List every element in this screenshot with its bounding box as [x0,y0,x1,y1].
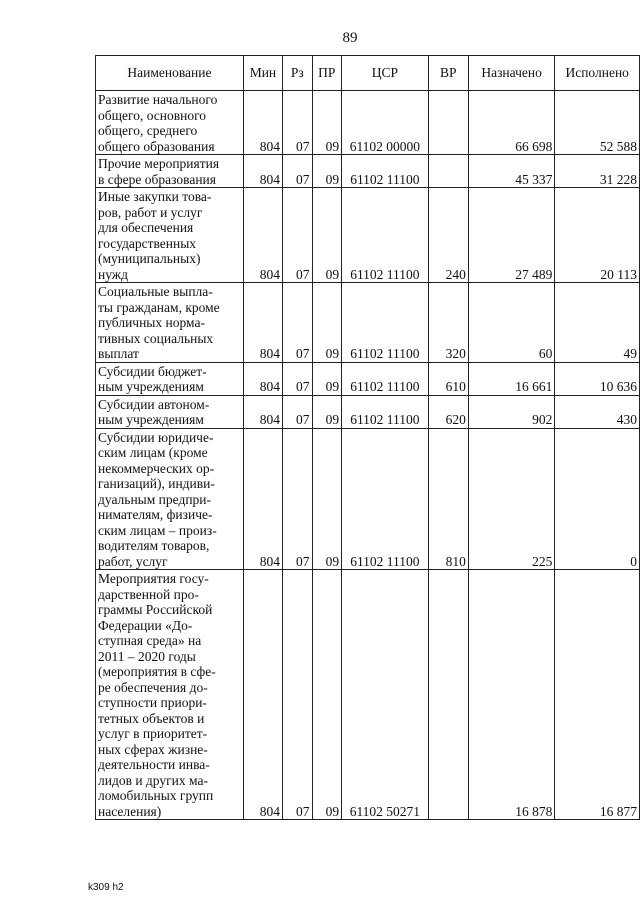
row-csr: 61102 50271 [342,570,429,820]
table-row [96,283,640,363]
row-name: Мероприятия госу- дарственной про- граммы Российской Федерации «До- ступная среда» на 2011 – 2020 годы (мероприятия в сфе- ре обеспечения до- ступности приори- тетных объектов и услуг в приоритет- ных сферах жизне- деятельности инва- лидов и других ма- ломобильных групп населения) [96,570,244,820]
table-row [96,428,640,570]
row-assigned: 225 [468,428,555,570]
row-name: Иные закупки това- ров, работ и услуг для обеспечения государственных (муниципальных) нужд [96,188,244,283]
row-min: 804 [243,91,282,155]
row-name: Социальные выпла- ты гражданам, кроме публичных норма- тивных социальных выплат [96,283,244,363]
col-header-csr: ЦСР [342,56,429,91]
row-csr: 61102 11100 [342,395,429,428]
row-csr: 61102 11100 [342,283,429,363]
row-executed: 16 877 [555,570,640,820]
row-executed: 10 636 [555,362,640,395]
row-vr: 620 [428,395,468,428]
row-min: 804 [243,362,282,395]
row-min: 804 [243,155,282,188]
page-number: 89 [342,30,358,46]
row-name: Субсидии юридиче- ским лицам (кроме некоммерческих ор- ганизаций), индиви- дуальным предпри- нимателям, физиче- ским лицам – произ- водителям товаров, работ, услуг [96,428,244,570]
row-min: 804 [243,188,282,283]
row-rz: 07 [282,362,312,395]
row-rz: 07 [282,155,312,188]
row-rz: 07 [282,188,312,283]
row-name: Развитие начального общего, основного общего, среднего общего образования [96,91,244,155]
row-assigned: 16 661 [468,362,555,395]
row-pr: 09 [312,395,342,428]
row-executed: 0 [555,428,640,570]
row-min: 804 [243,283,282,363]
header-row [96,56,640,91]
col-header-vr: ВР [428,56,468,91]
row-pr: 09 [312,155,342,188]
table-row [96,155,640,188]
table-row [96,362,640,395]
row-executed: 52 588 [555,91,640,155]
col-header-executed: Исполнено [555,56,640,91]
row-min: 804 [243,570,282,820]
col-header-assigned: Назначено [468,56,555,91]
row-rz: 07 [282,570,312,820]
row-executed: 31 228 [555,155,640,188]
row-rz: 07 [282,91,312,155]
table-row [96,188,640,283]
row-min: 804 [243,395,282,428]
row-assigned: 27 489 [468,188,555,283]
row-executed: 20 113 [555,188,640,283]
footer-code: k309 h2 [88,882,124,893]
row-assigned: 902 [468,395,555,428]
row-min: 804 [243,428,282,570]
budget-table [95,55,640,820]
table-row [96,395,640,428]
row-rz: 07 [282,395,312,428]
row-name: Субсидии автоном- ным учреждениям [96,395,244,428]
row-vr: 240 [428,188,468,283]
row-csr: 61102 11100 [342,428,429,570]
row-assigned: 45 337 [468,155,555,188]
row-assigned: 66 698 [468,91,555,155]
row-pr: 09 [312,91,342,155]
row-vr [428,155,468,188]
row-csr: 61102 00000 [342,91,429,155]
row-vr: 320 [428,283,468,363]
col-header-name: Наименование [96,56,244,91]
row-pr: 09 [312,283,342,363]
row-rz: 07 [282,428,312,570]
row-vr [428,570,468,820]
table-row [96,91,640,155]
col-header-rz: Рз [282,56,312,91]
row-pr: 09 [312,428,342,570]
row-executed: 49 [555,283,640,363]
row-assigned: 16 878 [468,570,555,820]
col-header-min: Мин [243,56,282,91]
row-csr: 61102 11100 [342,188,429,283]
row-pr: 09 [312,362,342,395]
row-vr [428,91,468,155]
row-pr: 09 [312,188,342,283]
row-pr: 09 [312,570,342,820]
row-name: Прочие мероприятия в сфере образования [96,155,244,188]
table-row [96,570,640,820]
row-csr: 61102 11100 [342,155,429,188]
col-header-pr: ПР [312,56,342,91]
row-vr: 610 [428,362,468,395]
row-csr: 61102 11100 [342,362,429,395]
row-name: Субсидии бюджет- ным учреждениям [96,362,244,395]
row-vr: 810 [428,428,468,570]
row-rz: 07 [282,283,312,363]
row-assigned: 60 [468,283,555,363]
row-executed: 430 [555,395,640,428]
